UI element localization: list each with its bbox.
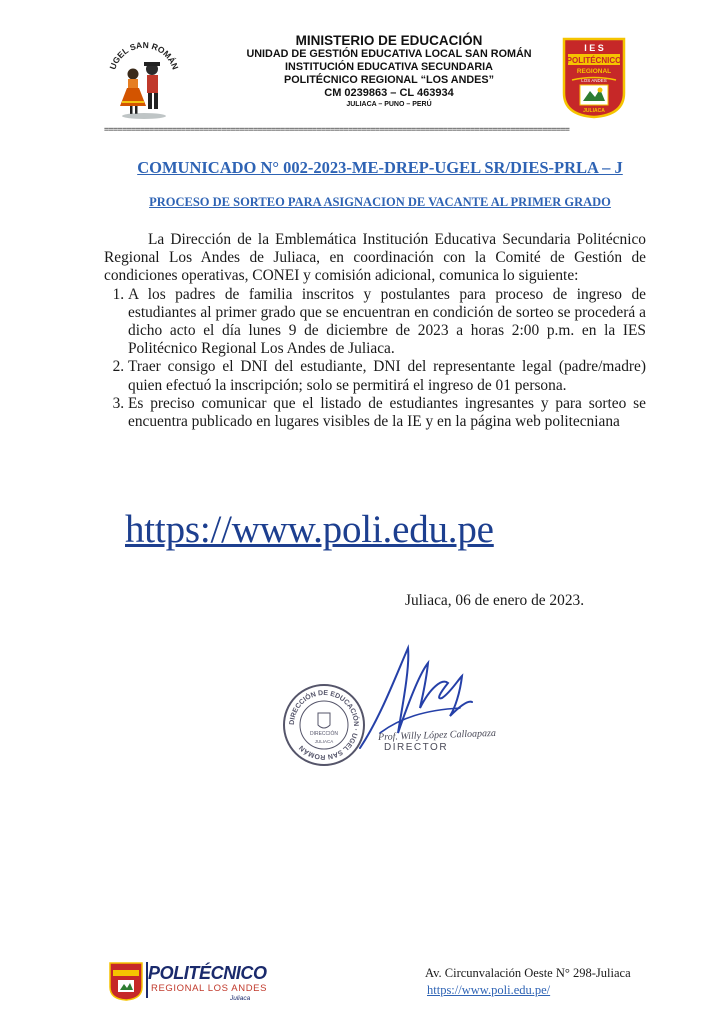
- politecnico-crest-logo: [562, 37, 626, 119]
- director-name: Prof. Willy López Calloapaza: [377, 727, 497, 744]
- list-item: 3. Es preciso comunicar que el listado de estudiantes ingresantes y para sorteo se encuentra publicado en lugares visibles de la IE y en la página web politecniana: [128, 395, 646, 431]
- ugel-san-roman-logo: [106, 38, 182, 122]
- footer-brand-sub: REGIONAL LOS ANDES: [151, 983, 268, 994]
- svg-text:POLITÉCNICO: POLITÉCNICO: [566, 56, 622, 65]
- communique-title: COMUNICADO N° 002-2023-ME-DREP-UGEL SR/DIES-PRLA – J: [137, 158, 623, 177]
- svg-text:UGEL SAN ROMÁN: UGEL SAN ROMÁN: [107, 39, 181, 71]
- svg-text:I E S: I E S: [584, 43, 604, 53]
- website-link[interactable]: https://www.poli.edu.pe: [125, 508, 494, 551]
- footer-brand: POLITÉCNICO: [148, 963, 267, 983]
- date-line: Juliaca, 06 de enero de 2023.: [405, 592, 585, 609]
- communique-subtitle: PROCESO DE SORTEO PARA ASIGNACION DE VACANTE AL PRIMER GRADO: [149, 195, 611, 209]
- svg-text:JULIACA: JULIACA: [314, 739, 334, 744]
- school-name: POLITÉCNICO REGIONAL “LOS ANDES”: [284, 74, 494, 86]
- intro-paragraph: La Dirección de la Emblemática Institución Educativa Secundaria Politécnico Regional Los Andes de Juliaca, en coordinación con la Comité de Gestión de condiciones operativas, CONEI y comisión adicional, comunica lo siguiente:: [104, 231, 646, 285]
- footer-brand-city: Juliaca: [230, 995, 251, 1002]
- svg-text:LOS ANDES: LOS ANDES: [581, 78, 607, 83]
- communique-body: [104, 231, 646, 431]
- list-item: 2. Traer consigo el DNI del estudiante, DNI del representante legal (padre/madre) quien efectuó la inscripción; solo se permitirá el ingreso de 01 persona.: [128, 358, 646, 394]
- letterhead: [200, 33, 578, 110]
- svg-text:DIRECCIÓN: DIRECCIÓN: [309, 731, 339, 737]
- footer-crest-icon: [108, 961, 144, 1001]
- ugel-name: UNIDAD DE GESTIÓN EDUCATIVA LOCAL SAN ROMÁN: [246, 48, 532, 60]
- footer-url-link[interactable]: https://www.poli.edu.pe/: [427, 983, 551, 997]
- institution-type: INSTITUCIÓN EDUCATIVA SECUNDARIA: [285, 61, 493, 73]
- footer-address: Av. Circunvalación Oeste N° 298-Juliaca: [425, 966, 631, 980]
- director-role: DIRECTOR: [384, 742, 449, 753]
- header-separator: =======================================================================================================: [104, 125, 570, 135]
- school-location: JULIACA – PUNO – PERÚ: [346, 101, 432, 108]
- list-item: 1. A los padres de familia inscritos y postulantes para proceso de ingreso de estudiantes al primer grado que se encuentran en condición de sorteo se procederá a dicho acto el día lunes 9 de diciembre de 2023 a horas 2:00 p.m. en la IES Politécnico Regional Los Andes de Juliaca.: [128, 286, 646, 359]
- instruction-list: [104, 286, 646, 432]
- ministry-name: MINISTERIO DE EDUCACIÓN: [295, 33, 483, 48]
- svg-text:REGIONAL: REGIONAL: [576, 68, 612, 75]
- svg-text:JULIACA: JULIACA: [583, 108, 605, 114]
- svg-text:DIRECCIÓN DE EDUCACIÓN · UGEL: DIRECCIÓN DE EDUCACIÓN · UGEL SAN ROMÁN: [288, 689, 360, 761]
- school-codes: CM 0239863 – CL 463934: [324, 87, 454, 99]
